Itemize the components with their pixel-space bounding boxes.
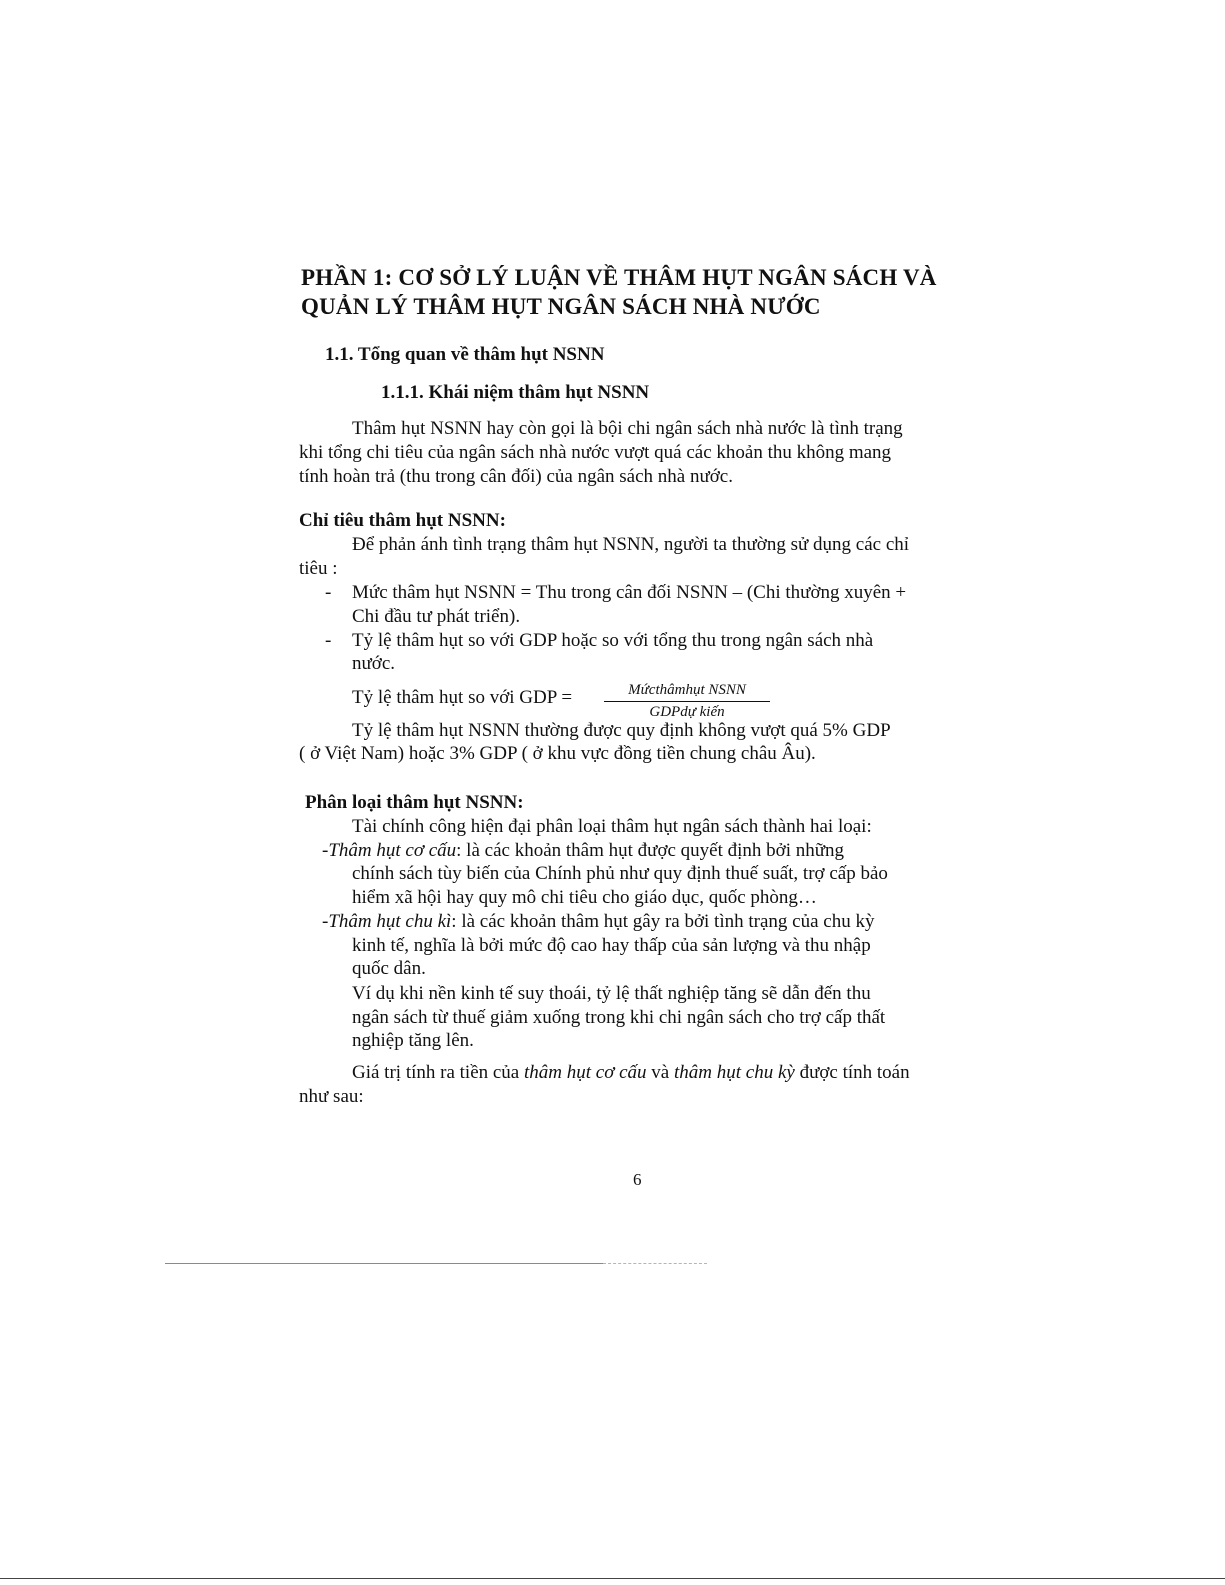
cyclical-deficit-text: : là các khoản thâm hụt gây ra bởi tình trạng của chu kỳ [451,911,875,932]
intro-line: Thâm hụt NSNN hay còn gọi là bội chi ngân sách nhà nước là tình trạng [352,418,903,439]
calculation-text: Giá trị tính ra tiền của [352,1062,524,1083]
limit-line: Tỷ lệ thâm hụt NSNN thường được quy định không vượt quá 5% GDP [352,720,891,741]
limit-line: ( ở Việt Nam) hoặc 3% GDP ( ở khu vực đồng tiền chung châu Âu). [299,743,816,764]
example-line: Ví dụ khi nền kinh tế suy thoái, tỷ lệ thất nghiệp tăng sẽ dẫn đến thu [352,983,871,1004]
formula-label: Tỷ lệ thâm hụt so với GDP = [352,687,573,708]
bullet-item-2-line: Tỷ lệ thâm hụt so với GDP hoặc so với tổng thu trong ngân sách nhà [352,630,874,651]
dash-marker: - [322,911,329,932]
bullet-item-1-line: Chi đầu tư phát triển). [352,606,521,627]
example-line: ngân sách từ thuế giảm xuống trong khi chi ngân sách cho trợ cấp thất [352,1007,886,1028]
structural-deficit-line [322,840,844,862]
cyclical-deficit-line: quốc dân. [352,958,426,979]
dash-marker: - [322,840,329,861]
bullet-item-1-line: Mức thâm hụt NSNN = Thu trong cân đối NSNN – (Chi thường xuyên + [352,582,907,603]
calculation-term-structural: thâm hụt cơ cấu [524,1062,647,1083]
bullet-marker: - [325,630,332,651]
structural-deficit-term: Thâm hụt cơ cấu [328,840,457,861]
structural-deficit-text: : là các khoản thâm hụt được quyết định bởi những [456,840,845,861]
footer-divider [165,1263,603,1264]
footer-divider-faint [603,1263,707,1264]
cyclical-deficit-term: Thâm hụt chu kì [328,911,452,932]
classification-heading: Phân loại thâm hụt NSNN: [305,792,524,813]
calculation-line: như sau: [299,1086,364,1107]
bullet-marker: - [325,582,332,603]
structural-deficit-line: chính sách tùy biến của Chính phủ như quy định thuế suất, trợ cấp bảo [352,863,888,884]
intro-line: tính hoàn trả (thu trong cân đối) của ngân sách nhà nước. [299,466,733,487]
calculation-text: được tính toán [794,1062,910,1083]
calculation-line [352,1062,910,1084]
subsection-heading: 1.1.1. Khái niệm thâm hụt NSNN [381,382,650,403]
intro-line: khi tổng chi tiêu của ngân sách nhà nước vượt quá các khoản thu không mang [299,442,892,463]
formula-denominator: GDPdự kiến [649,704,725,720]
chapter-title-line-1: PHẦN 1: CƠ SỞ LÝ LUẬN VỀ THÂM HỤT NGÂN SÁCH VÀ [301,265,937,290]
section-heading: 1.1. Tổng quan về thâm hụt NSNN [325,344,605,365]
calculation-text: và [646,1062,674,1083]
page-bottom-border [0,1578,1225,1579]
indicators-line: tiêu : [299,558,338,579]
formula-fraction [604,682,770,721]
classification-line: Tài chính công hiện đại phân loại thâm hụt ngân sách thành hai loại: [352,816,872,837]
formula-numerator: Mứcthâmhụt NSNN [604,682,770,702]
calculation-term-cyclical: thâm hụt chu kỳ [673,1062,795,1083]
example-line: nghiệp tăng lên. [352,1030,474,1051]
indicators-line: Để phản ánh tình trạng thâm hụt NSNN, người ta thường sử dụng các chỉ [352,534,910,555]
bullet-item-2-line: nước. [352,653,396,674]
chapter-title-line-2: QUẢN LÝ THÂM HỤT NGÂN SÁCH NHÀ NƯỚC [301,294,821,319]
page-number: 6 [633,1170,642,1189]
cyclical-deficit-line [322,911,874,933]
indicators-heading: Chỉ tiêu thâm hụt NSNN: [299,510,506,531]
cyclical-deficit-line: kinh tế, nghĩa là bởi mức độ cao hay thấp của sản lượng và thu nhập [352,935,871,956]
structural-deficit-line: hiểm xã hội hay quy mô chi tiêu cho giáo dục, quốc phòng… [352,887,817,908]
